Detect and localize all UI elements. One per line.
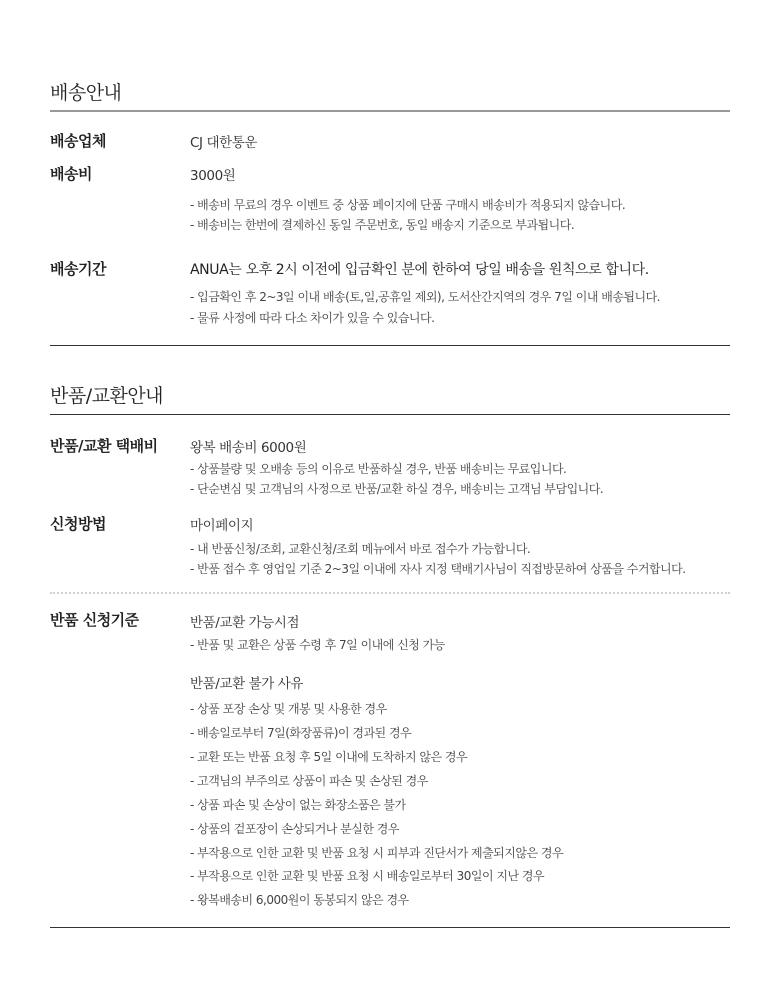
request-method-note: - 반품 접수 후 영업일 기준 2~3일 이내에 자사 지정 택배기사님이 직접방문하여 상품을 수거합니다.	[190, 562, 686, 576]
section-divider	[50, 110, 730, 112]
return-impossible-title: 반품/교환 불가 사유	[190, 676, 304, 692]
request-method-label: 신청방법	[50, 515, 106, 533]
return-fee-note: - 상품불량 및 오배송 등의 이유로 반품하실 경우, 반품 배송비는 무료입니다.	[190, 462, 567, 476]
shipping-period-note: - 물류 사정에 따라 다소 차이가 있을 수 있습니다.	[190, 311, 435, 325]
return-criteria-label: 반품 신청기준	[50, 611, 139, 629]
returns-section-title: 반품/교환안내	[50, 385, 164, 407]
return-impossible-item: - 상품 포장 손상 및 개봉 및 사용한 경우	[190, 702, 387, 716]
return-fee-label: 반품/교환 택배비	[50, 437, 158, 455]
request-method-note: - 내 반품신청/조회, 교환신청/조회 메뉴에서 바로 접수가 가능합니다.	[190, 542, 531, 556]
section-divider	[50, 414, 730, 415]
return-impossible-item: - 부작용으로 인한 교환 및 반품 요청 시 배송일로부터 30일이 지난 경우	[190, 869, 545, 883]
request-method-value: 마이페이지	[190, 518, 254, 534]
return-possible-note: - 반품 및 교환은 상품 수령 후 7일 이내에 신청 가능	[190, 638, 445, 652]
return-impossible-item: - 고객님의 부주의로 상품이 파손 및 손상된 경우	[190, 774, 428, 788]
section-divider	[50, 927, 730, 928]
shipping-fee-note: - 배송비는 한번에 결제하신 동일 주문번호, 동일 배송지 기준으로 부과됩니다.	[190, 218, 575, 232]
return-impossible-item: - 왕복배송비 6,000원이 동봉되지 않은 경우	[190, 893, 409, 907]
section-divider	[50, 345, 730, 346]
return-possible-title: 반품/교환 가능시점	[190, 615, 300, 631]
return-impossible-item: - 배송일로부터 7일(화장품류)이 경과된 경우	[190, 726, 412, 740]
shipping-period-value: ANUA는 오후 2시 이전에 입금확인 분에 한하여 당일 배송을 원칙으로 합니다.	[190, 262, 649, 278]
return-impossible-item: - 상품 파손 및 손상이 없는 화장소품은 불가	[190, 798, 406, 812]
carrier-label: 배송업체	[50, 132, 106, 150]
shipping-fee-note: - 배송비 무료의 경우 이벤트 중 상품 페이지에 단품 구매시 배송비가 적용되지 않습니다.	[190, 198, 626, 212]
dotted-divider	[50, 592, 730, 594]
return-fee-note: - 단순변심 및 고객님의 사정으로 반품/교환 하실 경우, 배송비는 고객님 부담입니다.	[190, 482, 604, 496]
shipping-section-title: 배송안내	[50, 82, 122, 104]
return-impossible-item: - 교환 또는 반품 요청 후 5일 이내에 도착하지 않은 경우	[190, 750, 468, 764]
shipping-period-label: 배송기간	[50, 260, 106, 278]
shipping-fee-label: 배송비	[50, 165, 92, 183]
shipping-fee-value: 3000원	[190, 168, 236, 184]
carrier-value: CJ 대한통운	[190, 135, 258, 151]
return-fee-value: 왕복 배송비 6000원	[190, 440, 307, 456]
return-impossible-item: - 부작용으로 인한 교환 및 반품 요청 시 피부과 진단서가 제출되지않은 경우	[190, 846, 564, 860]
return-impossible-item: - 상품의 겉포장이 손상되거나 분실한 경우	[190, 822, 399, 836]
shipping-period-note: - 입금확인 후 2~3일 이내 배송(토,일,공휴일 제외), 도서산간지역의 경우 7일 이내 배송됩니다.	[190, 290, 661, 304]
